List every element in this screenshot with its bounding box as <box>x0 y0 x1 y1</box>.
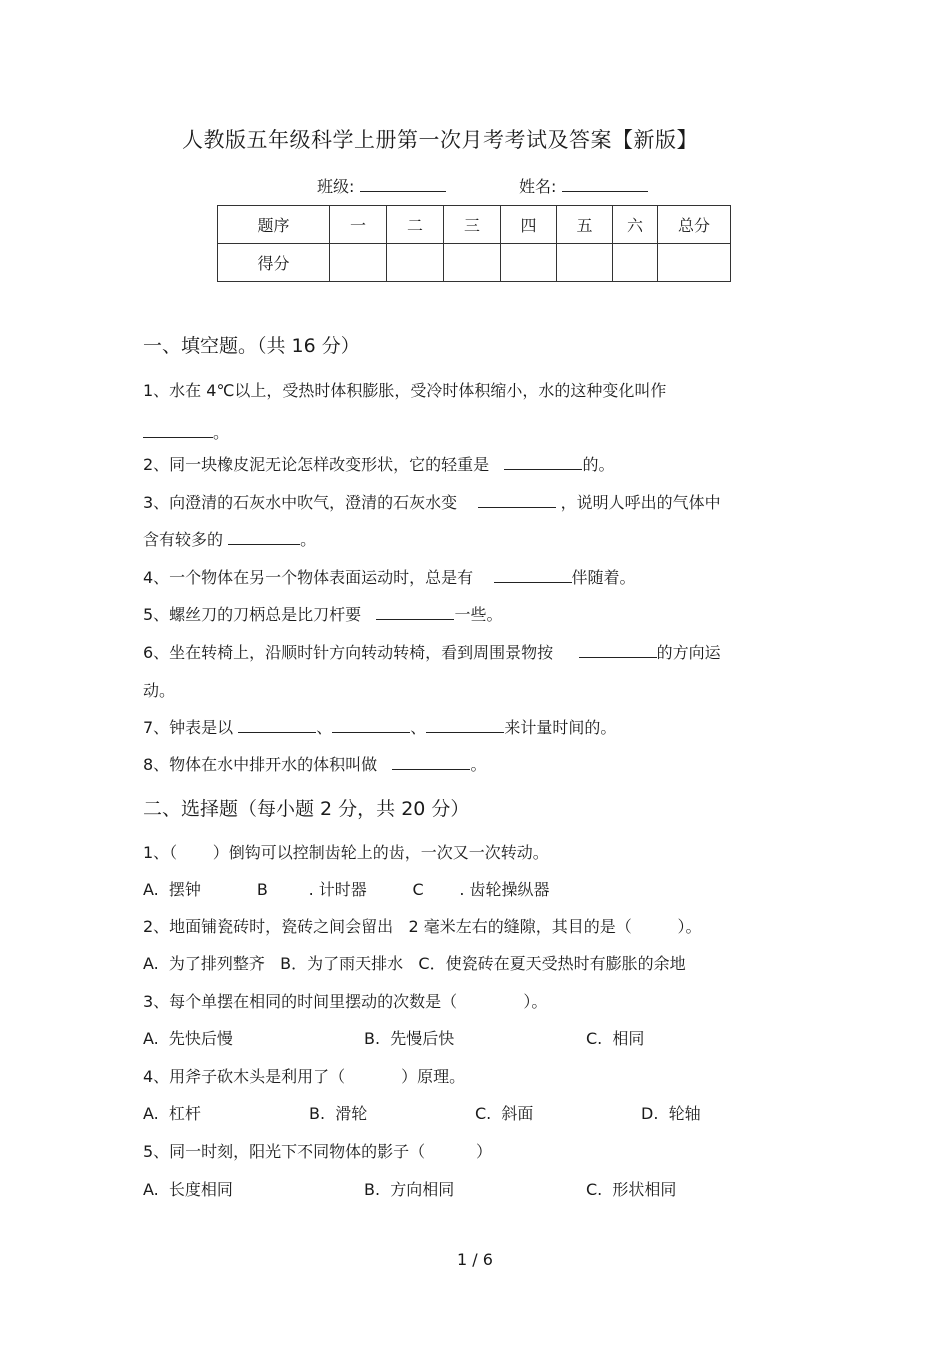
choice-options-1 <box>143 877 550 900</box>
question-text: 。 <box>213 423 230 442</box>
question-8 <box>143 752 486 775</box>
question-text: 8、物体在水中排开水的体积叫做 <box>143 755 378 774</box>
question-text: 5、螺丝刀的刀柄总是比刀杆要 <box>143 605 362 624</box>
document-title: 人教版五年级科学上册第一次月考考试及答案【新版】 <box>182 128 698 152</box>
table-cell: 题序 <box>218 206 330 244</box>
question-2 <box>143 452 614 475</box>
question-text: 。 <box>470 755 487 774</box>
question-text: 2、同一块橡皮泥无论怎样改变形状，它的轻重是 <box>143 455 490 474</box>
question-3-cont <box>143 527 316 550</box>
choice-option-d[interactable]: D. 轮轴 <box>641 1104 701 1123</box>
answer-blank[interactable] <box>504 455 582 470</box>
option-a[interactable]: A. 杠杆 <box>143 1104 201 1123</box>
question-text: 1、水在 4℃以上，受热时体积膨胀，受冷时体积缩小，水的这种变化叫作 <box>143 381 667 400</box>
question-text: 5、同一时刻，阳光下不同物体的影子（ <box>143 1142 426 1161</box>
option-a[interactable]: A. 先快后慢 <box>143 1029 233 1048</box>
table-cell: 得分 <box>218 244 330 282</box>
score-cell[interactable] <box>613 244 658 282</box>
choice-option-c[interactable]: C. 斜面 <box>475 1104 534 1123</box>
question-text: 3、向澄清的石灰水中吹气，澄清的石灰水变 <box>143 493 458 512</box>
question-text: 一些。 <box>454 605 503 624</box>
answer-blank[interactable] <box>392 755 470 770</box>
option-a[interactable]: A. 摆钟 <box>143 880 201 899</box>
table-cell: 总分 <box>658 206 731 244</box>
choice-option-b[interactable]: B. 先慢后快 <box>364 1029 455 1048</box>
question-text: ）。 <box>677 917 702 936</box>
choice-question-5 <box>143 1139 492 1162</box>
choice-option-c[interactable]: C. 形状相同 <box>586 1180 677 1199</box>
table-cell: 二 <box>387 206 444 244</box>
question-text: 6、坐在转椅上，沿顺时针方向转动转椅，看到周围景物按 <box>143 643 554 662</box>
question-text: 。 <box>300 530 317 549</box>
score-cell[interactable] <box>330 244 387 282</box>
score-cell[interactable] <box>387 244 444 282</box>
answer-blank[interactable] <box>143 423 213 438</box>
answer-blank[interactable] <box>238 718 316 733</box>
question-text: 动。 <box>143 681 176 700</box>
question-text: 7、钟表是以 <box>143 718 234 737</box>
choice-option-b[interactable]: B. 方向相同 <box>364 1180 455 1199</box>
choice-question-4 <box>143 1064 465 1087</box>
option-b[interactable]: B <box>256 880 268 899</box>
option-c[interactable]: C <box>412 880 424 899</box>
choice-question-3 <box>143 989 547 1012</box>
answer-blank[interactable] <box>332 718 410 733</box>
question-text: ）倒钩可以控制齿轮上的齿，一次又一次转动。 <box>212 843 549 862</box>
question-text: 来计量时间的。 <box>504 718 617 737</box>
section-heading: 二、选择题（每小题 2 分，共 20 分） <box>143 798 470 820</box>
choice-options-3 <box>143 1026 233 1049</box>
question-text: 2、地面铺瓷砖时，瓷砖之间会留出 <box>143 917 394 936</box>
score-cell[interactable] <box>501 244 557 282</box>
question-text: 4、用斧子砍木头是利用了（ <box>143 1067 346 1086</box>
answer-blank[interactable] <box>579 643 657 658</box>
score-table <box>217 205 731 282</box>
question-text: ） <box>476 1142 493 1161</box>
name-blank[interactable] <box>562 177 648 192</box>
choice-option-c[interactable]: C. 相同 <box>586 1029 645 1048</box>
question-text: 的。 <box>582 455 615 474</box>
answer-blank[interactable] <box>478 493 556 508</box>
table-cell: 三 <box>444 206 501 244</box>
choice-question-2 <box>143 914 702 937</box>
class-field <box>317 174 446 197</box>
question-text: ）原理。 <box>401 1067 466 1086</box>
question-1 <box>143 378 666 401</box>
choice-option-b[interactable]: B. 滑轮 <box>309 1104 368 1123</box>
question-text: ，说明人呼出的气体中 <box>560 493 721 512</box>
table-row <box>218 206 731 244</box>
answer-blank[interactable] <box>376 605 454 620</box>
table-cell: 六 <box>613 206 658 244</box>
question-text: 3、每个单摆在相同的时间里摆动的次数是（ <box>143 992 458 1011</box>
question-text: 含有较多的 <box>143 530 224 549</box>
question-4 <box>143 565 636 588</box>
choice-question-1 <box>143 840 549 863</box>
question-3 <box>143 490 721 513</box>
answer-blank[interactable] <box>494 568 572 583</box>
page-number: 1 / 6 <box>457 1250 493 1269</box>
option-a[interactable]: A. 长度相同 <box>143 1180 233 1199</box>
choice-options-5 <box>143 1177 233 1200</box>
table-cell: 四 <box>501 206 557 244</box>
name-label: 姓名: <box>519 177 557 196</box>
answer-blank[interactable] <box>426 718 504 733</box>
score-cell[interactable] <box>658 244 731 282</box>
name-field <box>519 174 648 197</box>
score-cell[interactable] <box>557 244 613 282</box>
question-text: 4、一个物体在另一个物体表面运动时，总是有 <box>143 568 474 587</box>
question-text: ）。 <box>523 992 548 1011</box>
question-text: 伴随着。 <box>571 568 636 587</box>
table-cell: 一 <box>330 206 387 244</box>
score-cell[interactable] <box>444 244 501 282</box>
question-6 <box>143 640 721 663</box>
question-5 <box>143 602 502 625</box>
question-text: 2 毫米左右的缝隙，其目的是（ <box>408 917 632 936</box>
class-blank[interactable] <box>360 177 446 192</box>
class-label: 班级: <box>317 177 355 196</box>
question-1-cont <box>143 420 229 443</box>
option-b-text[interactable]: . 计时器 <box>308 880 367 899</box>
section-heading: 一、填空题。（共 16 分） <box>143 335 360 357</box>
choice-options-4 <box>143 1101 201 1124</box>
question-text: 的方向运 <box>656 643 721 662</box>
table-row <box>218 244 731 282</box>
question-text: 1、（ <box>143 843 178 862</box>
separator: 、 <box>410 718 427 737</box>
table-cell: 五 <box>557 206 613 244</box>
separator: 、 <box>316 718 333 737</box>
question-6-cont <box>143 678 175 701</box>
option-c-text[interactable]: . 齿轮操纵器 <box>459 880 550 899</box>
answer-blank[interactable] <box>228 530 300 545</box>
choice-options-2[interactable]: A. 为了排列整齐 B．为了雨天排水 C．使瓷砖在夏天受热时有膨胀的余地 <box>143 954 686 973</box>
question-7 <box>143 715 616 738</box>
